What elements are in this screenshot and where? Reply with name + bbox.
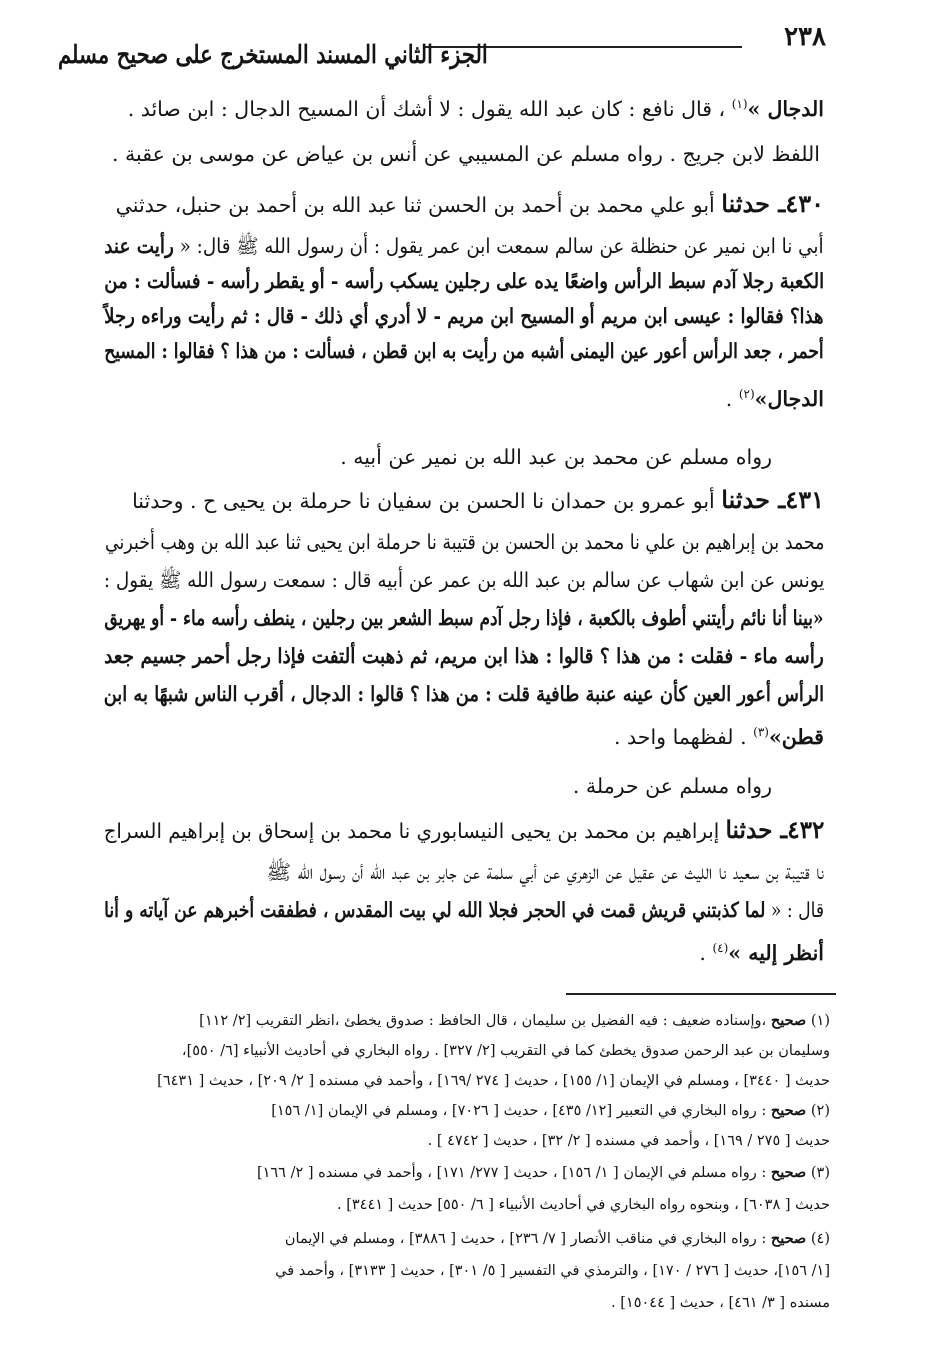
footnote-number: (٤)	[810, 1231, 830, 1247]
hadith-431-line-3: يونس عن ابن شهاب عن سالم بن عبد الله بن عمر عن أبيه قال : سمعت رسول الله ﷺ يقول :	[103, 568, 824, 592]
haddathana-marker: ـ حدثنا	[721, 189, 786, 218]
footnote-1-line-3: حديث [ ٣٤٤٠] ، ومسلم في الإيمان [١/ ١٥٥] ، حديث [ ٢٧٤ /١٦٩] ، وأحمد في مسنده [ ٢/ ٢٠٩] ، حديث [ ٦٤٣١]	[157, 1073, 830, 1089]
footnote-2-line-2: حديث [ ٢٧٥ / ١٦٩] ، وأحمد في مسنده [ ٢/ ٣٢] ، حديث [ ٤٧٤٢ ] .	[427, 1133, 830, 1149]
intro-bold: الدجال »	[747, 96, 824, 121]
footnote-1-line-2: وسليمان بن عبد الرحمن صدوق يخطئ كما في التقريب [٢/ ٣٢٧] . رواه البخاري في أحاديث الأنبياء [٦/ ٥٥٠]،	[181, 1043, 830, 1059]
footnote-3-line-1	[257, 1162, 830, 1184]
hadith-430-line-4: هذا؟ فقالوا : عيسى ابن مريم أو المسيح ابن مريم - لا أدري أي ذلك - قال : ثم رأيت وراءه رجلاً	[104, 304, 824, 328]
intro-line-1	[128, 90, 824, 123]
running-title: الجزء الثاني المسند المستخرج على صحيح مسلم	[58, 40, 488, 69]
footnote-grade: صحيح	[770, 1012, 807, 1029]
hadith-431-line-6: الرأس أعور العين كأن عينه عنبة طافية قلت : من هذا ؟ قالوا : الدجال ، أقرب الناس شبهًا به ابن	[103, 682, 824, 706]
hadith-number: ٤٣١	[785, 485, 824, 514]
hadith-number: ٤٣٢	[786, 815, 824, 844]
footnote-number: (٣)	[810, 1165, 830, 1181]
hadith-430-line-5: أحمر ، جعد الرأس أعور عين اليمنى أشبه من رأيت به ابن قطن ، فسألت : من هذا ؟ فقالوا : المسيح	[104, 339, 824, 363]
period: .	[699, 940, 706, 965]
hadith-430-line-2	[105, 232, 824, 260]
page-number: ٢٣٨	[784, 22, 826, 52]
footnote-4-line-1	[285, 1228, 830, 1250]
footnote-4-line-3: مسنده [ ٣/ ٤٦١] ، حديث [ ١٥٠٤٤] .	[611, 1295, 830, 1311]
hadith-430-line-3: الكعبة رجلا آدم سبط الرأس واضعًا يده على رجلين يسكب رأسه - أو يقطر رأسه - فسألت : من	[104, 269, 824, 293]
haddathana-marker: ـ حدثنا	[725, 815, 787, 844]
footnote-ref-4: (٤)	[712, 941, 729, 955]
matn-text: قطن»	[768, 724, 824, 749]
footnote-ref-2: (٢)	[738, 387, 755, 401]
matn-text: رأيت عند	[104, 234, 175, 258]
period: .	[725, 386, 733, 411]
hadith-431-riwaya: رواه مسلم عن حرملة .	[572, 774, 772, 798]
hadith-431-line-5: رأسه ماء - فقلت : من هذا ؟ قالوا : هذا ابن مريم، ثم ذهبت ألتفت فإذا رجل أحمر جسيم جعد	[104, 644, 824, 668]
hadith-432-line-3	[104, 896, 824, 924]
footnote-text: : رواه مسلم في الإيمان [ ١/ ١٥٦] ، حديث [ ٢٧٧/ ١٧١] ، وأحمد في مسنده [ ٢/ ١٦٦]	[256, 1165, 767, 1181]
isnad-text: إبراهيم بن محمد بن يحيى النيسابوري نا محمد بن إسحاق بن إبراهيم السراج	[103, 819, 719, 843]
footnote-ref-1: (١)	[731, 97, 748, 111]
footnote-number: (١)	[810, 1013, 830, 1029]
hadith-431-line-7	[614, 718, 824, 751]
hadith-432-line-2: نا قتيبة بن سعيد نا الليث عن عقيل عن الزهري عن أبي سلمة عن جابر بن عبد الله أن رسول الله ﷺ	[266, 860, 824, 884]
footnote-grade: صحيح	[770, 1230, 807, 1247]
hadith-number: ٤٣٠	[785, 189, 824, 218]
haddathana-marker: ـ حدثنا	[721, 485, 786, 514]
hadith-430-line-1	[116, 190, 824, 219]
footnote-ref-3: (٣)	[753, 725, 769, 739]
hadith-432-line-1	[103, 816, 824, 845]
footnote-4-line-2: [١/ ١٥٦]، حديث [ ٢٧٦ / ١٧٠] ، والترمذي في التفسير [ ٥/ ٣٠١] ، حديث [ ٣١٣٣] ، وأحمد في	[275, 1263, 830, 1279]
footnote-separator	[566, 993, 836, 995]
matn-text: الدجال»	[754, 386, 824, 411]
footnote-1-line-1	[199, 1010, 830, 1032]
matn-text: لما كذبتني قريش قمت في الحجر فجلا الله لي بيت المقدس ، فطفقت أخبرهم عن آياته و أنا	[104, 898, 766, 922]
isnad-text: قال : «	[770, 898, 824, 922]
isnad-text: أبو علي محمد بن أحمد بن الحسن ثنا عبد الله بن أحمد بن حنبل، حدثني	[115, 193, 715, 217]
hadith-431-line-4: «بينا أنا نائم رأيتني أطوف بالكعبة ، فإذا رجل آدم سبط الشعر بين رجلين ، ينطف رأسه ماء - أو يهريق	[104, 606, 824, 630]
footnote-text: : رواه البخاري في مناقب الأنصار [ ٧/ ٢٣٦] ، حديث [ ٣٨٨٦] ، ومسلم في الإيمان	[284, 1231, 767, 1247]
isnad-text: أبي نا ابن نمير عن حنظلة عن سالم سمعت ابن عمر يقول : أن رسول الله ﷺ قال: «	[180, 234, 825, 258]
isnad-text: أبو عمرو بن حمدان نا الحسن بن سفيان نا حرملة بن يحيى ح . وحدثنا	[132, 489, 715, 513]
note-text: . لفظهما واحد .	[614, 724, 747, 749]
footnote-grade: صحيح	[770, 1102, 807, 1119]
page-header	[58, 20, 826, 76]
hadith-431-line-2: محمد بن إبراهيم بن علي نا محمد بن الحسن بن قتيبة نا حرملة ابن يحيى ثنا عبد الله بن وهب أخبرني	[104, 530, 824, 554]
footnote-3-line-2: حديث [ ٦٠٣٨] ، وبنحوه رواه البخاري في أحاديث الأنبياء [ ٦/ ٥٥٠] حديث [ ٣٤٤١] .	[336, 1197, 830, 1213]
footnote-2-line-1	[271, 1100, 830, 1122]
matn-text: أنظر إليه »	[728, 940, 824, 965]
hadith-430-riwaya: رواه مسلم عن محمد بن عبد الله بن نمير عن أبيه .	[340, 445, 772, 469]
footnote-number: (٢)	[810, 1103, 830, 1119]
intro-text: ، قال نافع : كان عبد الله يقول : لا أشك أن المسيح الدجال : ابن صائد .	[127, 96, 726, 121]
footnote-text: ،وإسناده ضعيف : فيه الفضيل بن سليمان ، قال الحافظ : صدوق يخطئ ،انظر التقريب [٢/ ١١٢]	[199, 1013, 767, 1029]
footnote-text: : رواه البخاري في التعبير [١٢/ ٤٣٥] ، حديث [ ٧٠٢٦] ، ومسلم في الإيمان [١/ ١٥٦]	[271, 1103, 767, 1119]
footnote-grade: صحيح	[770, 1164, 807, 1181]
hadith-430-line-6	[726, 380, 824, 413]
hadith-432-line-4	[699, 934, 824, 967]
intro-line-2: اللفظ لابن جريج . رواه مسلم عن المسيبي عن أنس بن عياض عن موسى بن عقبة .	[112, 142, 820, 166]
hadith-431-line-1	[132, 486, 824, 515]
